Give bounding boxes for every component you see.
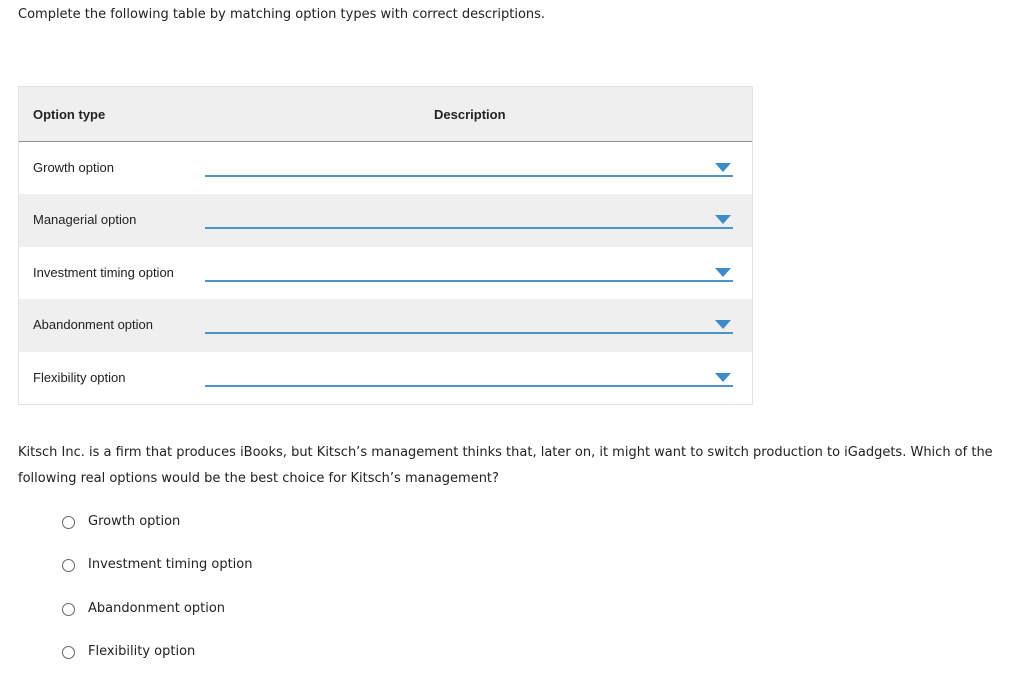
matching-table bbox=[18, 86, 753, 405]
instruction-text: Complete the following table by matching option types with correct descriptions. bbox=[18, 7, 546, 22]
choice-label[interactable]: Investment timing option bbox=[88, 557, 253, 573]
dropdown-arrow-icon[interactable] bbox=[715, 163, 731, 172]
table-row bbox=[19, 194, 752, 246]
option-type-label: Managerial option bbox=[33, 212, 137, 228]
option-type-label: Flexibility option bbox=[33, 369, 126, 385]
table-header bbox=[19, 87, 752, 142]
question-text: Kitsch Inc. is a firm that produces iBooks, but Kitsch’s management thinks that, later on, it might want to switch production to iGadgets. Which of the following real options would be the best choice for Kitsch’s management? bbox=[18, 445, 993, 486]
description-dropdown[interactable] bbox=[205, 262, 733, 282]
table-row bbox=[19, 142, 752, 194]
table-row bbox=[19, 352, 752, 404]
choice-label[interactable]: Growth option bbox=[88, 514, 181, 529]
description-dropdown[interactable] bbox=[205, 314, 733, 334]
dropdown-arrow-icon[interactable] bbox=[715, 320, 731, 329]
dropdown-arrow-icon[interactable] bbox=[715, 373, 731, 382]
table-row bbox=[19, 247, 752, 299]
dropdown-arrow-icon[interactable] bbox=[715, 215, 731, 224]
radio-button[interactable] bbox=[62, 559, 75, 572]
table-row bbox=[19, 299, 752, 351]
option-type-label: Growth option bbox=[33, 160, 114, 175]
description-dropdown[interactable] bbox=[205, 367, 733, 387]
option-type-label: Investment timing option bbox=[33, 264, 174, 280]
description-dropdown[interactable] bbox=[205, 209, 733, 229]
header-description: Description bbox=[434, 107, 506, 122]
choice-label[interactable]: Abandonment option bbox=[88, 600, 226, 616]
choice-label[interactable]: Flexibility option bbox=[88, 643, 196, 659]
option-type-label: Abandonment option bbox=[33, 317, 153, 333]
radio-button[interactable] bbox=[62, 646, 75, 659]
dropdown-arrow-icon[interactable] bbox=[715, 268, 731, 277]
radio-button[interactable] bbox=[62, 603, 75, 616]
radio-button[interactable] bbox=[62, 516, 75, 529]
description-dropdown[interactable] bbox=[205, 157, 733, 177]
header-option-type: Option type bbox=[33, 107, 106, 122]
